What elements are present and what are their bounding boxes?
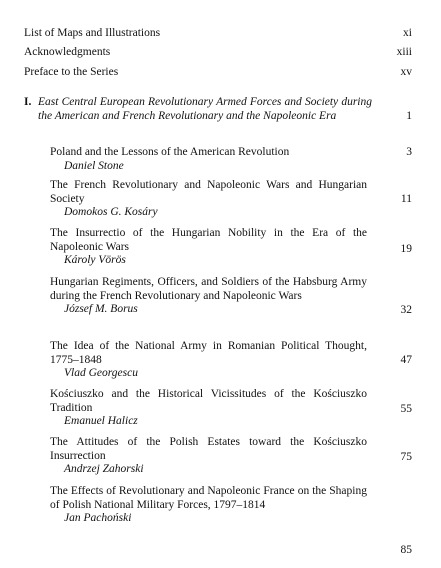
chapter-title: Hungarian Regiments, Officers, and Soldiers of the Habsburg Army during the French Revolutionary and Napoleonic Wars: [50, 276, 367, 302]
toc-page-number: 11: [400, 193, 412, 205]
part-number: I.: [24, 96, 32, 108]
chapter-title: Poland and the Lessons of the American Revolution: [50, 146, 290, 158]
chapter-title: The Effects of Revolutionary and Napoleonic France on the Shaping of Polish National Military Forces, 1797–1814: [50, 485, 367, 511]
toc-entry: [50, 340, 412, 381]
toc-page-number: 1: [406, 109, 412, 122]
toc-entry: [50, 436, 412, 477]
toc-front-matter-item: [24, 27, 412, 41]
toc-page-number: 19: [400, 243, 412, 255]
part-title: East Central European Revolutionary Armed Forces and Society during the American and French Revolutionary and the Napoleonic Era: [38, 96, 372, 122]
toc-page-number: xi: [403, 27, 412, 39]
toc-entry: [50, 276, 412, 317]
toc-page-number: 85: [400, 544, 412, 556]
toc-entry: [50, 227, 412, 268]
toc-entry: [50, 179, 412, 220]
toc-item-label: Acknowledgments: [24, 46, 111, 58]
toc-page-number: xiii: [396, 46, 412, 58]
toc-page-number: 47: [400, 354, 412, 366]
toc-front-matter-item: [24, 66, 412, 80]
toc-item-label: Preface to the Series: [24, 66, 119, 78]
toc-page-number: 55: [400, 403, 412, 415]
chapter-author: Daniel Stone: [64, 159, 124, 172]
toc-page-number: 32: [400, 304, 412, 316]
toc-entry: [50, 388, 412, 429]
chapter-title: The Idea of the National Army in Romanian Political Thought, 1775–1848: [50, 340, 367, 366]
chapter-author: Emanuel Halicz: [64, 415, 138, 427]
toc-part-heading: [24, 96, 412, 123]
chapter-author: Jan Pachoński: [64, 512, 132, 524]
toc-page-number: 75: [400, 451, 412, 463]
chapter-author: Andrzej Zahorski: [64, 463, 144, 475]
chapter-author: Vlad Georgescu: [64, 367, 138, 379]
toc-page-number: xv: [400, 66, 412, 78]
chapter-author: Károly Vörös: [64, 254, 126, 266]
chapter-title: The Insurrectio of the Hungarian Nobility in the Era of the Napoleonic Wars: [50, 227, 367, 253]
toc-item-label: List of Maps and Illustrations: [24, 27, 161, 39]
toc-entry: [50, 146, 412, 173]
chapter-title: The French Revolutionary and Napoleonic Wars and Hungarian Society: [50, 179, 367, 205]
chapter-title: The Attitudes of the Polish Estates toward the Kościuszko Insurrection: [50, 436, 367, 462]
toc-page-number: 3: [406, 146, 412, 158]
chapter-author: József M. Borus: [64, 303, 138, 315]
chapter-author: Domokos G. Kosáry: [64, 206, 158, 218]
chapter-title: Kościuszko and the Historical Vicissitudes of the Kościuszko Tradition: [50, 388, 367, 414]
toc-entry: [50, 485, 412, 556]
toc-front-matter-item: [24, 46, 412, 60]
